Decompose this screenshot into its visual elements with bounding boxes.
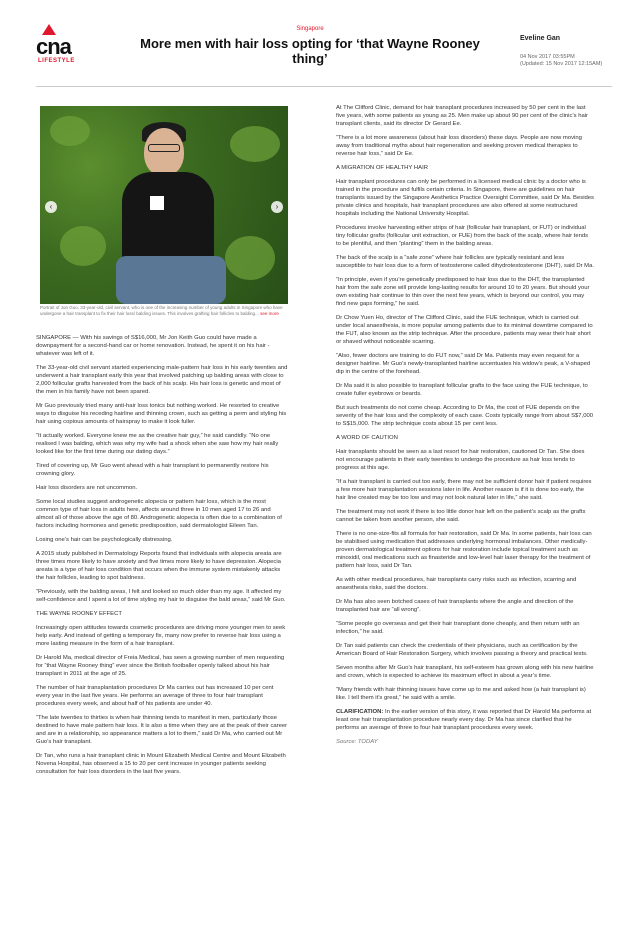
see-more-link[interactable]: see more xyxy=(260,311,279,316)
photo-caption xyxy=(40,305,288,317)
paragraph: Dr Chow Yuen Ho, director of The Clifford Clinic, said the FUE technique, which is carried out under local anaesthesia, is more popular among patients due to its minimal downtime compared to the FUT, also known as the strip technique. After the procedure, patients may wear their hair short or shaved without noticeable scarring. xyxy=(336,315,593,345)
paragraph: Dr Ma said it is also possible to transplant follicular grafts to the face using the FUE technique, to create fuller eyebrows or beards. xyxy=(336,383,588,397)
article-body-left xyxy=(36,334,288,782)
paragraph: “In principle, even if you’re genetically predisposed to hair loss due to the DHT, the transplanted hair from the safe zone will provide long-lasting results for around 10 to 20 years. But should your own existing hair continue to thin over the next few years, which is beyond our control, you may find new gaps forming,” he said. xyxy=(336,277,590,307)
paragraph: There is no one-size-fits all formula for hair restoration, said Dr Ma. In some patients, hair loss can be stabilised using medication that addresses underlying hormonal imbalances. Other medically-proven dermatological treatment options for hair restoration include topical treatment such as minoxidil, oral medications such as finasteride and low-level hair laser therapy for the treatment of pattern hair loss, said Dr Tan. xyxy=(336,531,592,569)
source-credit: Source: TODAY xyxy=(336,739,378,745)
paragraph: The back of the scalp is a “safe zone” where hair follicles are typically resistant and less susceptible to hair loss due to a form of testosterone called dihydrotestosterone (DHT), said Dr Ma. xyxy=(336,255,594,269)
paragraph: The 33-year-old civil servant started experiencing male-pattern hair loss in his early twenties and underwent a hair transplant early this year that involved patching up balding areas with close to 2,000 follicular grafts harvested from the back of his scalp. His hair loss is genetic and most of the men in his family have not been spared. xyxy=(36,365,288,395)
author-name[interactable]: Eveline Gan xyxy=(520,35,561,42)
paragraph: Tired of covering up, Mr Guo went ahead with a hair transplant to permanently restore his crowning glory. xyxy=(36,463,269,477)
section-heading: A WORD OF CAUTION xyxy=(336,435,398,441)
paragraph: “It actually worked. Everyone knew me as the creative hair guy,” he said candidly. “No one realised I was balding, which was why my wife had a shock when she saw how my hair really looked like for the first time during our dating days.” xyxy=(36,433,279,455)
person-shirt xyxy=(122,172,214,268)
clarification-label: CLARIFICATION: xyxy=(336,709,384,715)
clarification-text: In the earlier version of this story, it was reported that Dr Harold Ma performs at least one hair transplantation procedure nearly every day. Dr Ma has since clarified that he performs an average of three to four hair transplant procedures every week. xyxy=(336,709,592,731)
paragraph: But such treatments do not come cheap. According to Dr Ma, the cost of FUE depends on the severity of the hair loss and the complexity of each case. Costs typically range from about S$7,000 to S$15,000. The strip technique costs about 15 per cent less. xyxy=(336,405,594,427)
person-glasses xyxy=(148,144,180,152)
paragraph: “Also, fewer doctors are training to do FUT now,” said Dr Ma. Patients may even request for a designer hairline. Mr Guo’s newly-transplanted hairline accentuates his widow’s peak, a V-shaped dip in the centre of the forehead. xyxy=(336,353,591,375)
paragraph: SINGAPORE — With his savings of S$16,000, Mr Jon Keith Guo could have made a downpayment for a second-hand car or home renovation. Instead, he spent it on his hair - whatever was left of it. xyxy=(36,335,270,357)
foliage xyxy=(225,236,275,280)
paragraph: As with other medical procedures, hair transplants carry risks such as infection, scarring and anaesthesia risks, said the doctors. xyxy=(336,577,577,591)
paragraph: Dr Tan, who runs a hair transplant clinic in Mount Elizabeth Medical Centre and Mount Elizabeth Novena Hospital, has observed a 15 to 20 per cent increase in younger patients seeking consultation for hair loss disorders in the last five years. xyxy=(36,753,286,775)
paragraph: “Many friends with hair thinning issues have come up to me and asked how (a hair transplant is) like. I tell them it’s great,” he said with a smile. xyxy=(336,687,586,701)
clarification-note xyxy=(336,708,594,732)
person-jeans xyxy=(116,256,226,304)
paragraph: Losing one’s hair can be psychologically distressing. xyxy=(36,537,173,543)
paragraph: “The late twenties to thirties is when hair thinning tends to manifest in men, particularly those destined to have male pattern hair loss. It is also a time when they are at the peak of their career and are in a relationship, so appearance matters a lot to them,” said Dr Ma, who carried out Mr Guo’s hair transplant. xyxy=(36,715,288,745)
paragraph: “If a hair transplant is carried out too early, there may not be sufficient donor hair if patient requires a few more hair transplantation sessions later in life. Another reason is if it is done too early, the hair line created may be too low and may not look natural later in life,” she said. xyxy=(336,479,592,501)
updated-date: (Updated: 15 Nov 2017 12:15AM) xyxy=(520,61,603,67)
article-photo[interactable] xyxy=(40,106,288,304)
paragraph: The treatment may not work if there is too little donor hair left on the patient’s scalp as the grafts cannot be taken from another person, she said. xyxy=(336,509,586,523)
paragraph: “Some people go overseas and get their hair transplant done cheaply, and then return with an infection,” he said. xyxy=(336,621,580,635)
foliage xyxy=(60,226,106,266)
header-divider xyxy=(36,86,612,87)
paragraph: “There is a lot more awareness (about hair loss disorders) these days. People are now moving away from traditional myths about hair regeneration and seeking proven medical therapies to reverse hair loss,” said Dr Ee. xyxy=(336,135,582,157)
shirt-print xyxy=(150,196,164,210)
paragraph: A 2015 study published in Dermatology Reports found that individuals with alopecia areata are three times more likely to have anxiety and five times more likely to have depression. Alopecia areata is a type of hair loss condition that occurs when the immune system mistakenly attacks the hair follicles, leading to spot baldness. xyxy=(36,551,282,581)
caption-text: Portrait of Jon Guo, 33-year-old, civil servant, who is one of the increasing number of young adults in Singapore who have undergone a hair transplant to fix their hair loss/ balding issues. This involves grafting hair follicles to balding... xyxy=(40,305,283,316)
article-body-right xyxy=(336,104,594,752)
paragraph: Dr Tan said patients can check the credentials of their physicians, such as certification by the American Board of Hair Restoration Surgery, which involves passing a theory and practical tests. xyxy=(336,643,588,657)
cna-logo[interactable] xyxy=(36,24,76,68)
paragraph: Hair transplants should be seen as a last resort for hair restoration, cautioned Dr Tan. She does not encourage patients in their early twenties to undergo the procedure as hair loss tends to progress at this age. xyxy=(336,449,585,471)
paragraph: Increasingly open attitudes towards cosmetic procedures are driving more younger men to seek help early. And instead of getting a temporary fix, many now prefer to reverse hair loss using a more lasting measure in the form of a hair transplant. xyxy=(36,625,286,647)
foliage xyxy=(230,126,280,162)
article-headline: More men with hair loss opting for ‘that Wayne Rooney thing’ xyxy=(140,36,480,66)
paragraph: “Previously, with the balding areas, I felt and looked so much older than my age. It affected my self-confidence and I spent a lot of time styling my hair to disguise the bald areas,” said Mr Guo. xyxy=(36,589,286,603)
paragraph: Dr Ma has also seen botched cases of hair transplants where the angle and direction of the transplanted hair are “all wrong”. xyxy=(336,599,574,613)
paragraph: At The Clifford Clinic, demand for hair transplant procedures increased by 50 per cent in the last five years, with some patients as young as 25. Men make up about 90 per cent of the clinic’s hair transplant clients, said its director Dr Gerard Ee. xyxy=(336,105,589,127)
paragraph: Procedures involve harvesting either strips of hair (follicular hair transplant, or FUT) or individual tiny follicular grafts (follicular unit extraction, or FUE) from the back of the scalp, where hair tends to be plentiful, and then “planting” them in the balding areas. xyxy=(336,225,589,247)
gallery-prev-icon[interactable]: ‹ xyxy=(45,201,57,213)
person-face xyxy=(144,128,184,176)
logo-text: cna xyxy=(36,34,71,59)
paragraph: Seven months after Mr Guo’s hair transplant, his self-esteem has grown along with his new hairline and crown, which is expected to achieve its maximum effect in about a year’s time. xyxy=(336,665,594,679)
gallery-next-icon[interactable]: › xyxy=(271,201,283,213)
section-heading: THE WAYNE ROONEY EFFECT xyxy=(36,611,122,617)
paragraph: Dr Harold Ma, medical director of Freia Medical, has seen a growing number of men requesting for “that Wayne Rooney thing” ever since the British footballer openly talked about his hair transplant in 2011 at the age of 25. xyxy=(36,655,285,677)
paragraph: The number of hair transplantation procedures Dr Ma carries out has increased 10 per cent every year in the last five years. He performs an average of three to four hair transplant procedures every week, and about half of his patients are under 40. xyxy=(36,685,274,707)
logo-subtext: LIFESTYLE xyxy=(38,58,75,64)
paragraph: Some local studies suggest androgenetic alopecia or pattern hair loss, which is the most common type of hair loss in adults here, affects around three in 10 men aged 17 to 26 and almost all of those above the age of 80. Androgenetic alopecia is often due to a combination of factors including hormones and genetic predisposition, said dermatologist Eileen Tan. xyxy=(36,499,282,529)
paragraph: Mr Guo previously tried many anti-hair loss tonics but nothing worked. He resorted to creative ways to disguise his receding hairline and thinning crown, such as getting a perm and styling his hair using copious amounts of hairspray to make it look fuller. xyxy=(36,403,287,425)
section-tag[interactable]: Singapore xyxy=(296,26,324,32)
paragraph: Hair transplant procedures can only be performed in a licensed medical clinic by a doctor who is trained in the procedure and fulfils certain criteria. In Singapore, there are guidelines on hair transplants issued by the Singapore Aesthetics Practice Oversight Committee, said Dr Ma. Besides private clinics and hospitals, hair transplant procedures are also offered at some restructured hospitals including the National University Hospital. xyxy=(336,179,594,217)
foliage xyxy=(50,116,90,146)
paragraph: Hair loss disorders are not uncommon. xyxy=(36,485,138,491)
section-heading: A MIGRATION OF HEALTHY HAIR xyxy=(336,165,428,171)
published-date: 04 Nov 2017 03:55PM xyxy=(520,54,575,60)
